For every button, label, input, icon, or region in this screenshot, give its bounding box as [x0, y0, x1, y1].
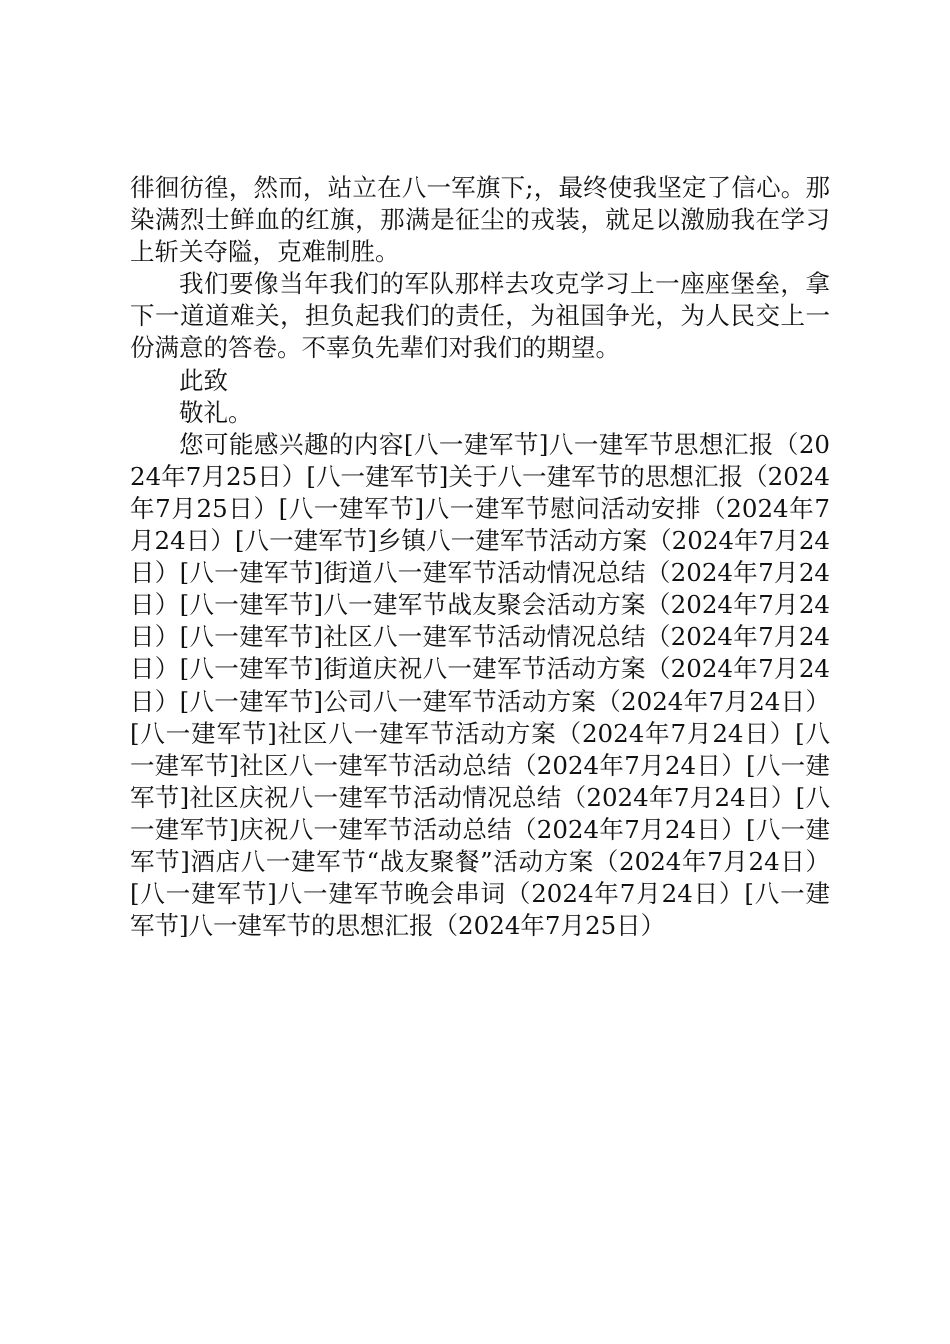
related-content-list: 您可能感兴趣的内容[八一建军节]八一建军节思想汇报（2024年7月25日）[八一建军节]关于八一建军节的思想汇报（2024年7月25日）[八一建军节]八一建军节慰问活动安排（2024年7月24日）[八一建军节]乡镇八一建军节活动方案（2024年7月24日）[八一建军节]街道八一建军节活动情况总结（2024年7月24日）[八一建军节]八一建军节战友聚会活动方案（2024年7月24日）[八一建军节]社区八一建军节活动情况总结（2024年7月24日）[八一建军节]街道庆祝八一建军节活动方案（2024年7月24日）[八一建军节]公司八一建军节活动方案（2024年7月24日）[八一建军节]社区八一建军节活动方案（2024年7月24日）[八一建军节]社区八一建军节活动总结（2024年7月24日）[八一建军节]社区庆祝八一建军节活动情况总结（2024年7月24日）[八一建军节]庆祝八一建军节活动总结（2024年7月24日）[八一建军节]酒店八一建军节“战友聚餐”活动方案（2024年7月24日）[八一建军节]八一建军节晚会串词（2024年7月24日）[八一建军节]八一建军节的思想汇报（2024年7月25日）: [130, 429, 830, 941]
closing-regards: 敬礼。: [179, 397, 253, 427]
paragraph-resolve: 我们要像当年我们的军队那样去攻克学习上一座座堡垒，拿下一道道难关，担负起我们的责任，为祖国争光，为人民交上一份满意的答卷。不辜负先辈们对我们的期望。: [130, 269, 830, 363]
closing-salutation: 此致: [179, 365, 228, 395]
document-body: [130, 172, 830, 942]
paragraph-continuation: 徘徊彷徨，然而，站立在八一军旗下;，最终使我坚定了信心。那染满烈士鲜血的红旗，那满是征尘的戎装，就足以激励我在学习上斩关夺隘，克难制胜。: [130, 173, 830, 267]
